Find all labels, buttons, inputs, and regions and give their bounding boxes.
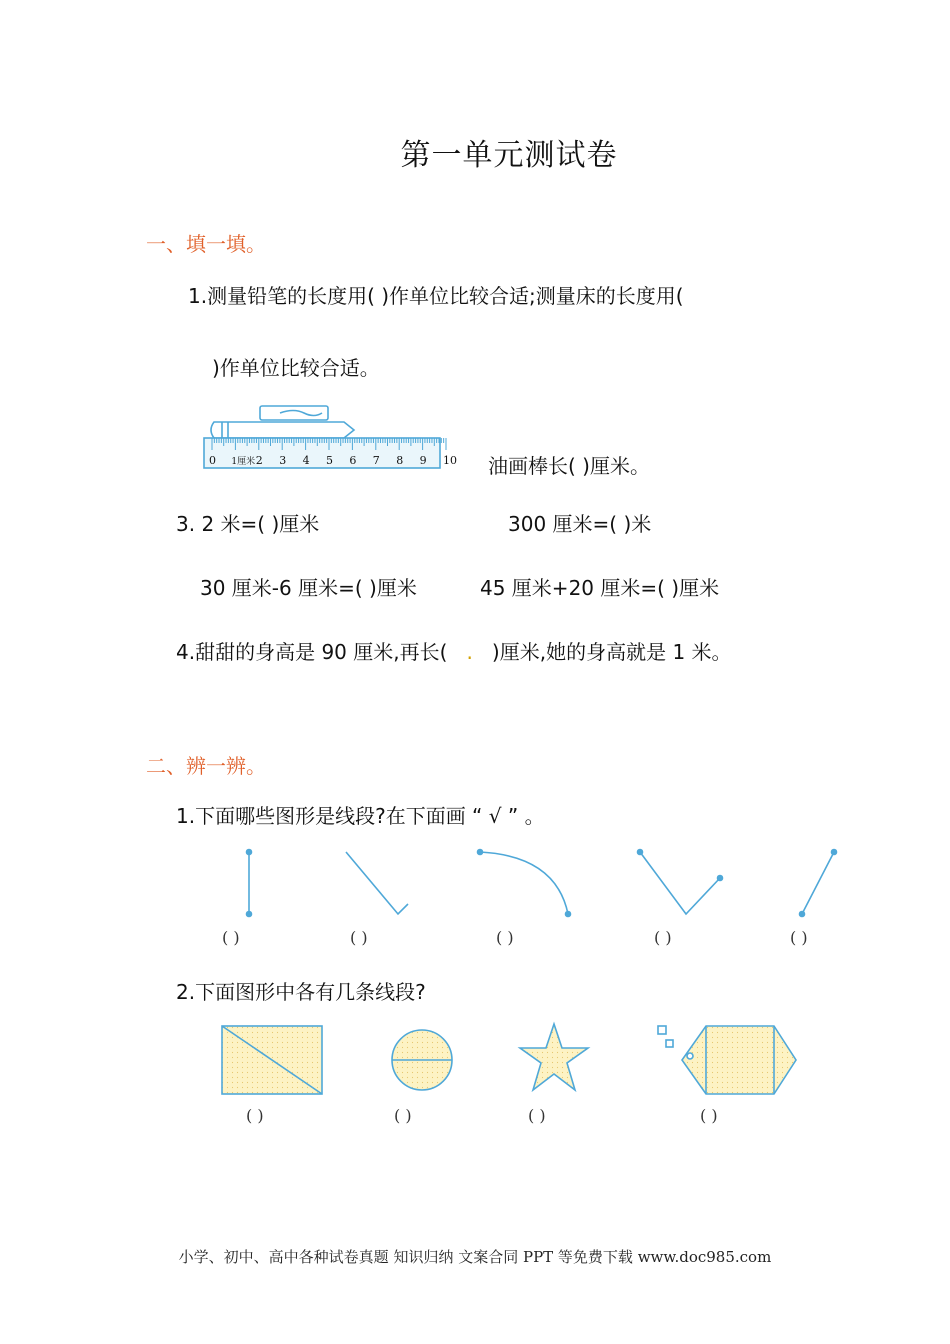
ruler-label: 1厘米 xyxy=(231,457,256,467)
judge-question-2: 2.下面图形中各有几条线段? xyxy=(176,980,426,1004)
figure-fish xyxy=(658,1026,796,1094)
ruler-label: 3 xyxy=(279,454,287,467)
answer-paren-1-4[interactable]: ( ) xyxy=(654,928,672,947)
question-4-post: )厘米,她的身高就是 1 米。 xyxy=(491,640,732,664)
ruler-label: 7 xyxy=(372,454,380,467)
answer-paren-2-1[interactable]: ( ) xyxy=(246,1106,264,1125)
question-4-pre: 4.甜甜的身高是 90 厘米,再长( xyxy=(176,640,448,664)
question-3-c: 30 厘米-6 厘米=( )厘米 xyxy=(200,576,417,600)
section-heading-judge: 二、辨一辨。 xyxy=(146,754,266,778)
answer-paren-1-2[interactable]: ( ) xyxy=(350,928,368,947)
answer-paren-1-3[interactable]: ( ) xyxy=(496,928,514,947)
ruler-label: 6 xyxy=(349,454,357,467)
page-title: 第一单元测试卷 xyxy=(400,138,618,173)
question-1-line-2: )作单位比较合适。 xyxy=(212,356,380,380)
question-4-mark: . xyxy=(466,640,473,664)
ruler-label: 5 xyxy=(326,454,333,467)
ruler-label: 0 xyxy=(209,454,216,467)
judge-question-1: 1.下面哪些图形是线段?在下面画 “ √ ” 。 xyxy=(176,804,545,828)
question-3-a: 3. 2 米=( )厘米 xyxy=(176,512,320,536)
section-heading-fill: 一、填一填。 xyxy=(146,232,266,256)
question-3-d: 45 厘米+20 厘米=( )厘米 xyxy=(480,576,720,600)
ruler-label: 10 xyxy=(443,454,457,467)
answer-paren-2-2[interactable]: ( ) xyxy=(394,1106,412,1125)
figure-rectangle-diagonal xyxy=(222,1026,322,1094)
footer-text: 小学、初中、高中各种试卷真题 知识归纳 文案合同 PPT 等免费下载 www.doc985.com xyxy=(178,1248,772,1266)
ruler-label: 4 xyxy=(302,454,310,467)
answer-paren-2-3[interactable]: ( ) xyxy=(528,1106,546,1125)
answer-paren-1-1[interactable]: ( ) xyxy=(222,928,240,947)
ruler-label: 9 xyxy=(419,454,427,467)
question-3-b: 300 厘米=( )米 xyxy=(508,512,652,536)
answer-paren-1-5[interactable]: ( ) xyxy=(790,928,808,947)
question-1-line-1: 1.测量铅笔的长度用( )作单位比较合适;测量床的长度用( xyxy=(188,284,684,308)
ruler-label: 2 xyxy=(255,454,263,467)
ruler-label: 8 xyxy=(396,454,404,467)
figure-circle-diameter xyxy=(392,1030,452,1090)
figure-star xyxy=(520,1024,588,1090)
question-2-text: 油画棒长( )厘米。 xyxy=(488,454,650,478)
answer-paren-2-4[interactable]: ( ) xyxy=(700,1106,718,1125)
